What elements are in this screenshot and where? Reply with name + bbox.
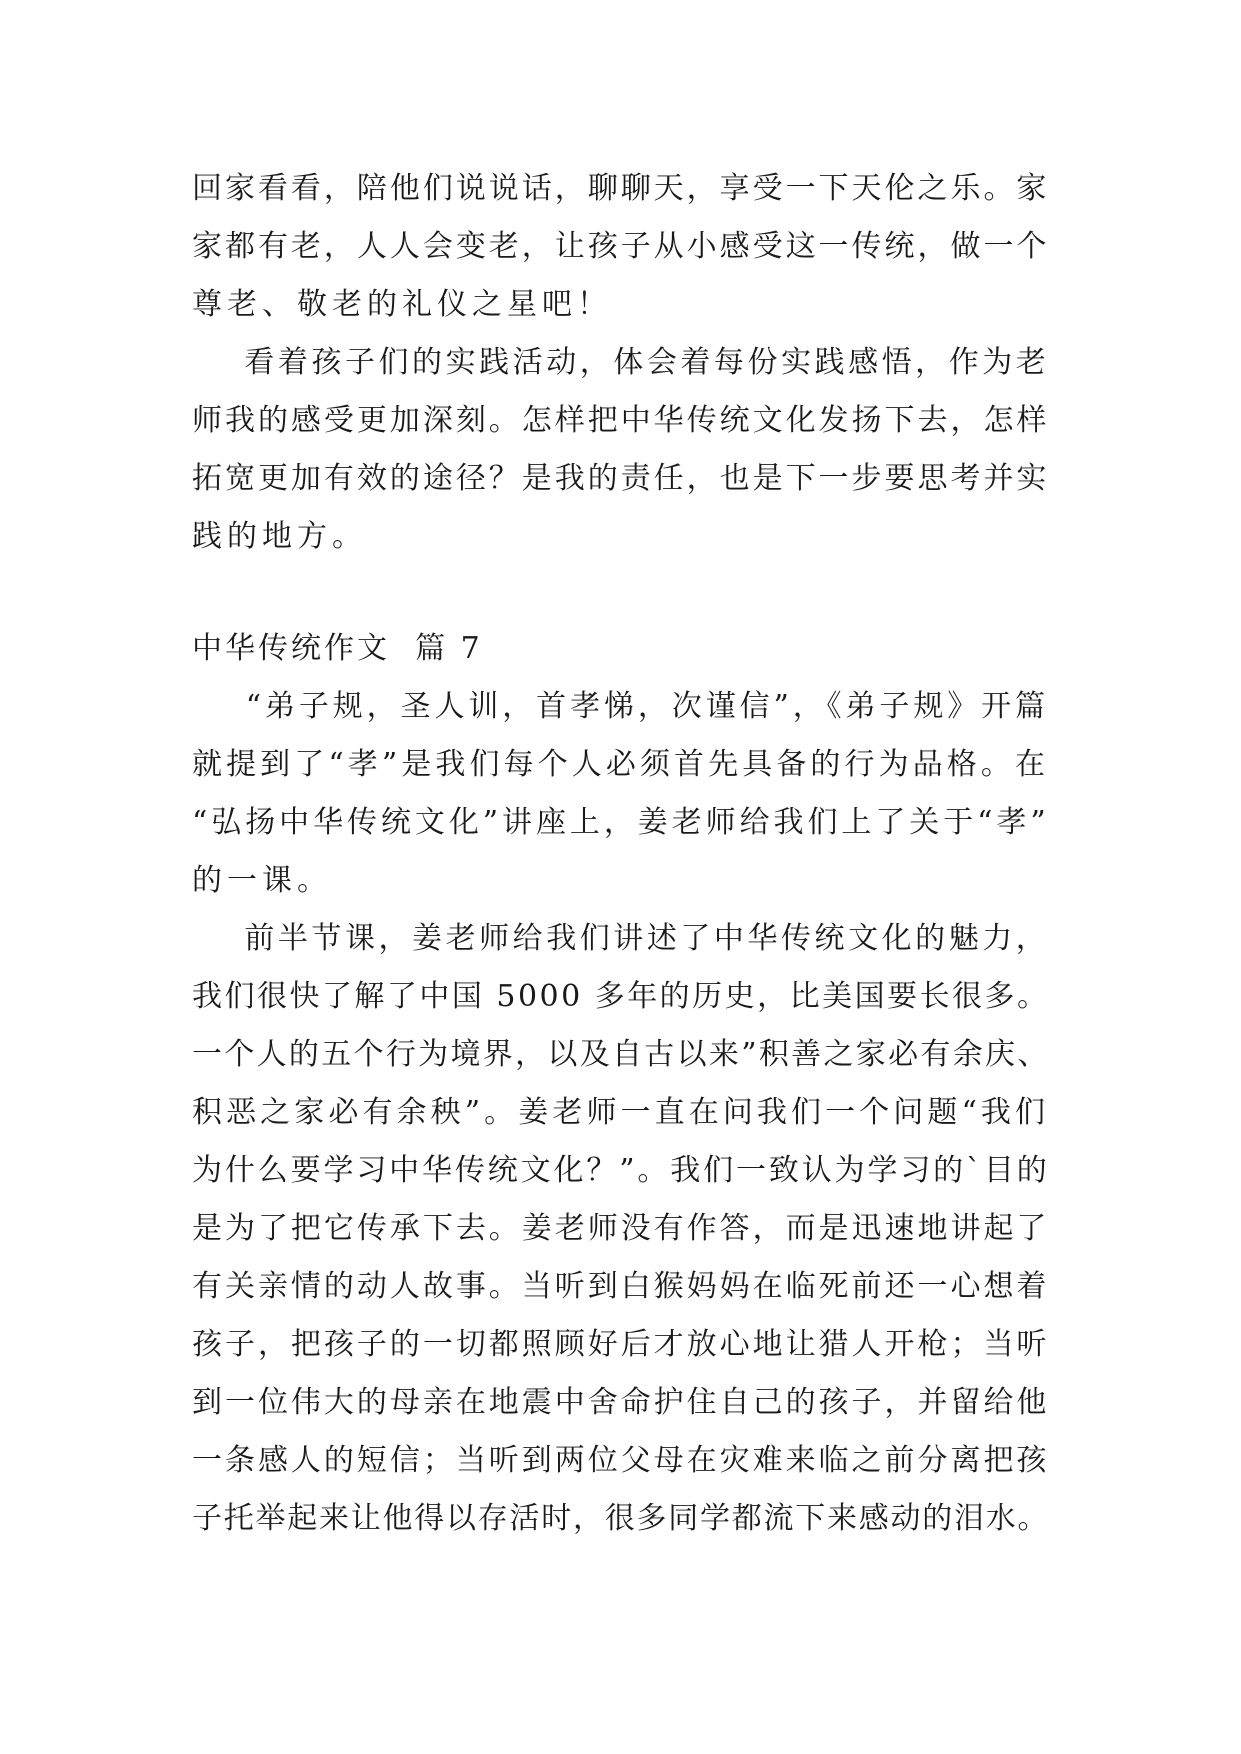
text-line: 尊老、敬老的礼仪之星吧！ xyxy=(192,287,612,322)
text-line: 到一位伟大的母亲在地震中舍命护住自己的孩子，并留给他 xyxy=(192,1385,1050,1420)
text-line: “弘扬中华传统文化”讲座上，姜老师给我们上了关于“孝” xyxy=(192,805,1050,840)
text-line: 我们很快了解了中国 5000 多年的历史，比美国要长很多。 xyxy=(192,979,1050,1014)
text-line: 就提到了“孝”是我们每个人必须首先具备的行为品格。在 xyxy=(192,747,1050,782)
text-line: 师我的感受更加深刻。怎样把中华传统文化发扬下去，怎样 xyxy=(192,403,1050,438)
text-line: 看着孩子们的实践活动，体会着每份实践感悟，作为老 xyxy=(192,345,1050,380)
paragraph xyxy=(192,910,1052,1548)
text-line: 的一课。 xyxy=(192,863,332,898)
paragraph xyxy=(192,334,1052,566)
document-body xyxy=(192,160,1052,1548)
text-line: 一条感人的短信；当听到两位父母在灾难来临之前分离把孩 xyxy=(192,1443,1050,1478)
text-line: 子托举起来让他得以存活时，很多同学都流下来感动的泪水。 xyxy=(192,1501,1050,1536)
paragraph xyxy=(192,160,1052,334)
text-line: “弟子规，圣人训，首孝悌，次谨信”，《弟子规》开篇 xyxy=(192,689,1049,724)
text-line: 家都有老，人人会变老，让孩子从小感受这一传统，做一个 xyxy=(192,229,1050,264)
section-spacer xyxy=(192,566,1052,620)
text-line: 一个人的五个行为境界，以及自古以来”积善之家必有余庆、 xyxy=(192,1037,1050,1072)
text-line: 为什么要学习中华传统文化？”。我们一致认为学习的`目的 xyxy=(192,1153,1050,1188)
text-line: 践的地方。 xyxy=(192,519,367,554)
text-line: 有关亲情的动人故事。当听到白猴妈妈在临死前还一心想着 xyxy=(192,1269,1050,1304)
text-line: 是为了把它传承下去。姜老师没有作答，而是迅速地讲起了 xyxy=(192,1211,1050,1246)
section-heading: 中华传统作文 篇 7 xyxy=(192,631,483,666)
text-line: 前半节课，姜老师给我们讲述了中华传统文化的魅力， xyxy=(192,921,1050,956)
paragraph xyxy=(192,678,1052,910)
text-line: 拓宽更加有效的途径？是我的责任，也是下一步要思考并实 xyxy=(192,461,1050,496)
text-line: 积恶之家必有余秧”。姜老师一直在问我们一个问题“我们 xyxy=(192,1095,1050,1130)
text-line: 孩子，把孩子的一切都照顾好后才放心地让猎人开枪；当听 xyxy=(192,1327,1050,1362)
text-line: 回家看看，陪他们说说话，聊聊天，享受一下天伦之乐。家 xyxy=(192,171,1050,206)
